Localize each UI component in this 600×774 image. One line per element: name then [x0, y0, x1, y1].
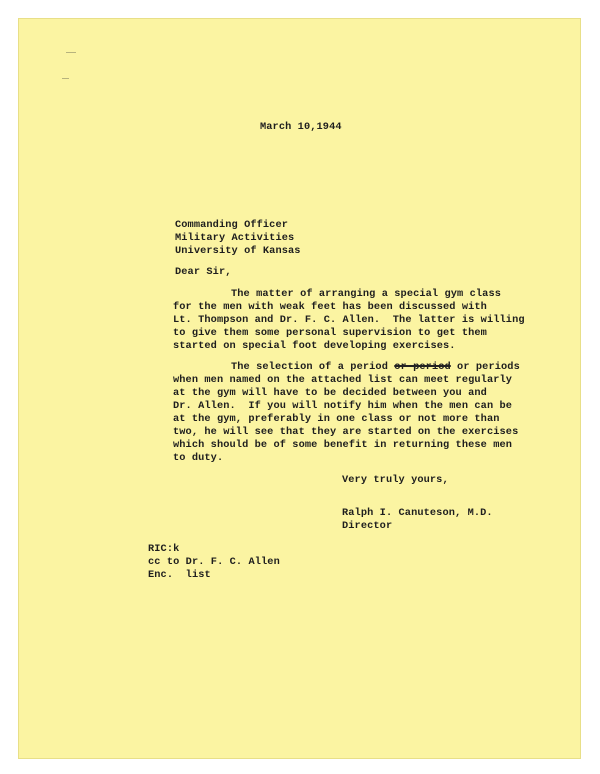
reference-initials: RIC:k	[148, 543, 180, 555]
paragraph-2-line: to duty.	[173, 452, 224, 464]
carbon-copy-line: cc to Dr. F. C. Allen	[148, 556, 280, 568]
paragraph-2-line: when men named on the attached list can meet regularly	[173, 374, 513, 386]
paragraph-2-text: or periods	[450, 361, 520, 373]
ink-mark	[62, 78, 69, 79]
salutation: Dear Sir,	[175, 266, 232, 278]
paragraph-1-line: for the men with weak feet has been discussed with	[173, 301, 487, 313]
signer-title: Director	[342, 520, 393, 532]
signer-name: Ralph I. Canuteson, M.D.	[342, 507, 493, 519]
struck-out-text: or period	[394, 361, 451, 373]
paragraph-1-line: The matter of arranging a special gym class	[231, 288, 502, 300]
enclosure-line: Enc. list	[148, 569, 211, 581]
paragraph-2-text: The selection of a period	[231, 361, 395, 373]
closing: Very truly yours,	[342, 474, 449, 486]
paragraph-2-line: Dr. Allen. If you will notify him when the men can be	[173, 400, 513, 412]
letter-date: March 10,1944	[260, 121, 342, 133]
addressee-line-2: Military Activities	[175, 232, 295, 244]
ink-mark	[66, 52, 76, 53]
paragraph-1-line: Lt. Thompson and Dr. F. C. Allen. The latter is willing	[173, 314, 525, 326]
paragraph-1-line: to give them some personal supervision to get them	[173, 327, 487, 339]
paragraph-2-line: which should be of some benefit in returning these men	[173, 439, 513, 451]
paragraph-2-line: at the gym, preferably in one class or not more than	[173, 413, 500, 425]
addressee-line-3: University of Kansas	[175, 245, 301, 257]
addressee-line-1: Commanding Officer	[175, 219, 289, 231]
paragraph-2-line: two, he will see that they are started on the exercises	[173, 426, 519, 438]
letter-page	[18, 18, 581, 759]
paragraph-2-line: at the gym will have to be decided between you and	[173, 387, 487, 399]
paragraph-2-line	[231, 360, 520, 374]
paragraph-1-line: started on special foot developing exercises.	[173, 340, 456, 352]
